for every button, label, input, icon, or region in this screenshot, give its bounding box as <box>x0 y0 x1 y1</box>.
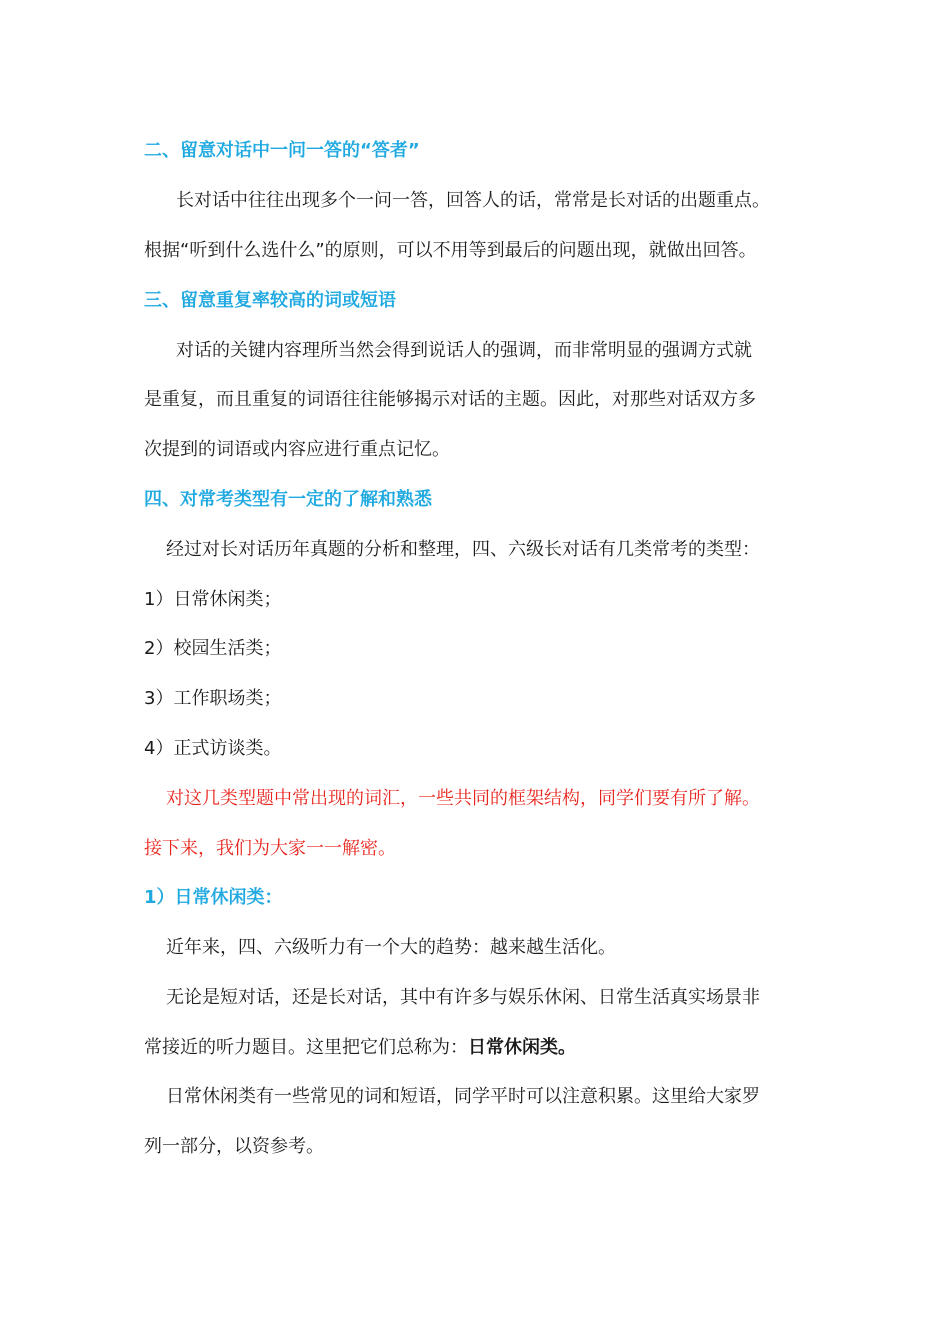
list-item: 3）工作职场类； <box>144 688 282 709</box>
section-3-paragraph-line-3: 次提到的词语或内容应进行重点记忆。 <box>144 439 450 460</box>
list-item: 2）校园生活类； <box>144 638 282 659</box>
list-item: 1）日常休闲类； <box>144 589 282 610</box>
subsection-1-paragraph-2-line-1: 无论是短对话，还是长对话，其中有许多与娱乐休闲、日常生活真实场景非 <box>166 987 760 1008</box>
bold-term: 日常休闲类。 <box>468 1037 576 1058</box>
section-3-paragraph-line-2: 是重复，而且重复的词语往往能够揭示对话的主题。因此，对那些对话双方多 <box>144 389 756 410</box>
subsection-1-heading: 1）日常休闲类： <box>144 887 283 908</box>
section-4-intro: 经过对长对话历年真题的分析和整理，四、六级长对话有几类常考的类型： <box>166 539 760 560</box>
subsection-1-paragraph-3-line-1: 日常休闲类有一些常见的词和短语，同学平时可以注意积累。这里给大家罗 <box>166 1086 760 1107</box>
section-2-paragraph-line-1: 长对话中往往出现多个一问一答，回答人的话，常常是长对话的出题重点。 <box>176 190 770 211</box>
section-3-heading: 三、留意重复率较高的词或短语 <box>144 290 396 311</box>
section-2-heading: 二、留意对话中一问一答的“答者” <box>144 140 420 161</box>
section-4-note-line-1: 对这几类型题中常出现的词汇，一些共同的框架结构，同学们要有所了解。 <box>166 788 760 809</box>
section-2-paragraph-line-2: 根据“听到什么选什么”的原则，可以不用等到最后的问题出现，就做出回答。 <box>144 240 757 261</box>
subsection-1-paragraph-1: 近年来，四、六级听力有一个大的趋势：越来越生活化。 <box>166 937 616 958</box>
subsection-1-paragraph-3-line-2: 列一部分，以资参考。 <box>144 1136 324 1157</box>
list-item: 4）正式访谈类。 <box>144 738 282 759</box>
subsection-1-paragraph-2-line-2 <box>144 1035 576 1061</box>
section-3-paragraph-line-1: 对话的关键内容理所当然会得到说话人的强调，而非常明显的强调方式就 <box>176 340 752 361</box>
paragraph-text: 常接近的听力题目。这里把它们总称为： <box>144 1037 468 1058</box>
section-4-heading: 四、对常考类型有一定的了解和熟悉 <box>144 489 432 510</box>
section-4-note-line-2: 接下来，我们为大家一一解密。 <box>144 838 396 859</box>
